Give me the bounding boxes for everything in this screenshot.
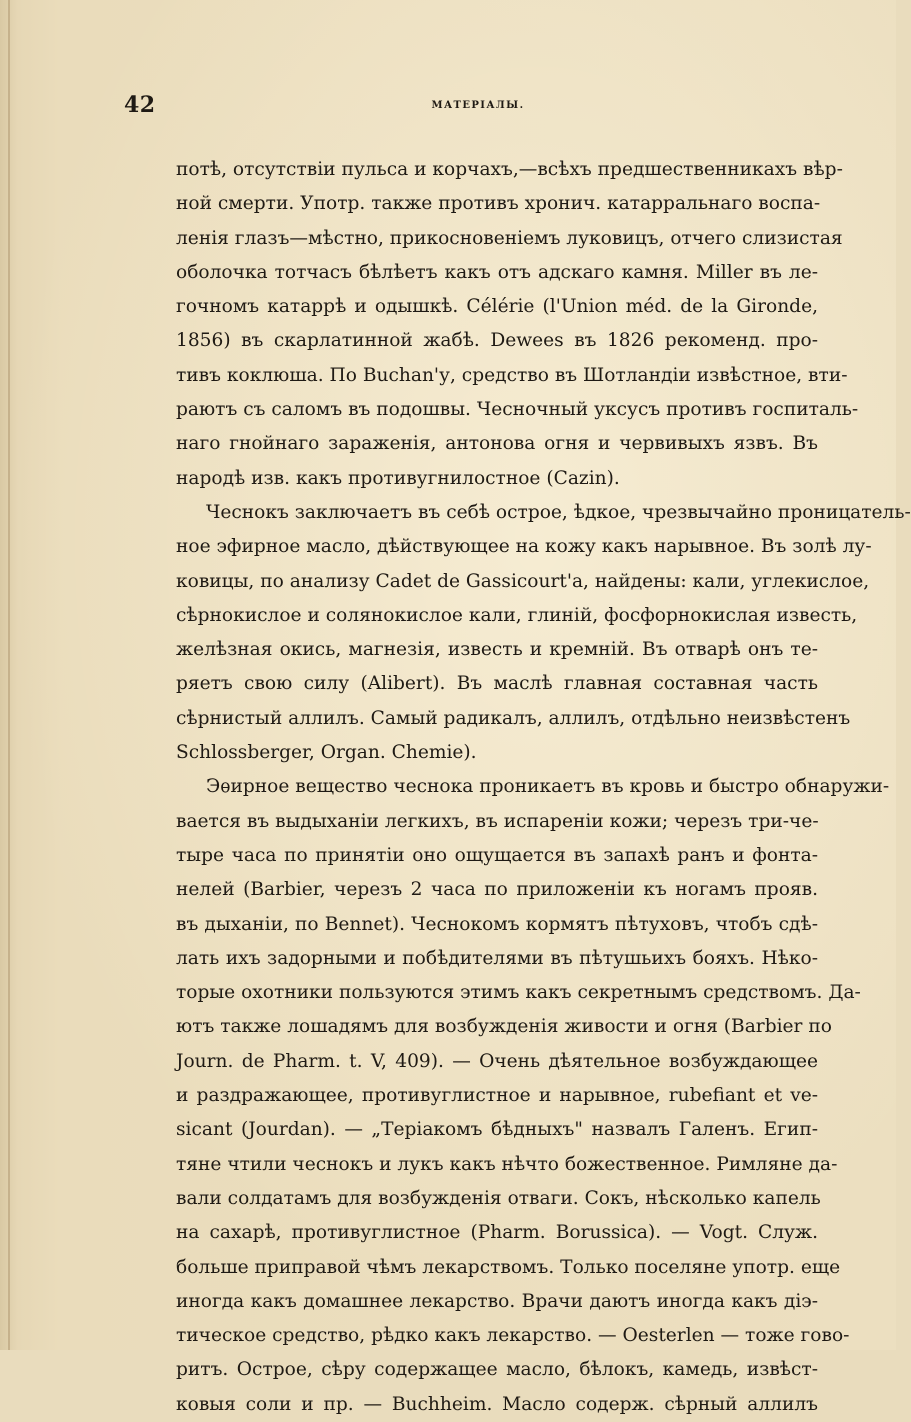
text-line: въ дыханіи, по Bennet). Чеснокомъ кормятъ пѣтуховъ, чтобъ сдѣ- bbox=[176, 913, 818, 935]
text-line: больше приправой чѣмъ лекарствомъ. Только поселяне употр. еще bbox=[176, 1256, 841, 1278]
text-line-paragraph-end: народѣ изв. какъ противугнилостное (Cazin). bbox=[176, 467, 620, 489]
text-line: sicant (Jourdan). — „Теріакомъ бѣдныхъ" назвалъ Галенъ. Егип- bbox=[176, 1119, 818, 1141]
text-line-paragraph-end: Schlossberger, Organ. Chemie). bbox=[176, 742, 477, 764]
text-line-paragraph-start: Эѳирное вещество чеснока проникаетъ въ кровь и быстро обнаружи- bbox=[206, 776, 890, 798]
text-line: торые охотники пользуются этимъ какъ секретнымъ средствомъ. Да- bbox=[176, 982, 861, 1004]
text-line: нелей (Barbier, черезъ 2 часа по приложеніи къ ногамъ прояв. bbox=[176, 879, 818, 901]
text-line: ритъ. Острое, сѣру содержащее масло, бѣлокъ, камедь, извѣст- bbox=[176, 1359, 818, 1381]
text-line: тивъ коклюша. По Buchan'у, средство въ Шотландіи извѣстное, вти- bbox=[176, 364, 848, 386]
text-line: вается въ выдыханіи легкихъ, въ испареніи кожи; черезъ три-че- bbox=[176, 810, 819, 832]
text-line-paragraph-start: Чеснокъ заключаетъ въ себѣ острое, ѣдкое, чрезвычайно проницатель- bbox=[206, 501, 911, 523]
text-line: 1856) въ скарлатинной жабѣ. Dewees въ 1826 рекоменд. про- bbox=[176, 330, 818, 352]
body-text bbox=[176, 153, 911, 1422]
text-line: оболочка тотчасъ бѣлѣетъ какъ отъ адскаго камня. Miller въ ле- bbox=[176, 261, 818, 283]
text-line: ковицы, по анализу Cadet de Gassicourt'а, найдены: кали, углекислое, bbox=[176, 570, 870, 592]
text-line: желѣзная окись, магнезія, известь и кремній. Въ отварѣ онъ те- bbox=[176, 639, 818, 661]
text-line: иногда какъ домашнее лекарство. Врачи даютъ иногда какъ діэ- bbox=[176, 1290, 818, 1312]
text-line: ряетъ свою силу (Alibert). Въ маслѣ главная составная часть bbox=[176, 673, 818, 695]
page-number: 42 bbox=[124, 92, 156, 118]
text-line: гочномъ катаррѣ и одышкѣ. Célérie (l'Union méd. de la Gironde, bbox=[176, 296, 818, 318]
text-line: сѣрнокислое и солянокислое кали, глиній, фосфорнокислая известь, bbox=[176, 604, 858, 626]
text-line: на сахарѣ, противуглистное (Pharm. Borussica). — Vogt. Служ. bbox=[176, 1222, 818, 1244]
text-line: вали солдатамъ для возбужденія отваги. Сокъ, нѣсколько капель bbox=[176, 1187, 821, 1209]
text-line: потѣ, отсутствіи пульса и корчахъ,—всѣхъ предшественникахъ вѣр- bbox=[176, 159, 843, 180]
text-line: тяне чтили чеснокъ и лукъ какъ нѣчто божественное. Римляне да- bbox=[176, 1153, 838, 1175]
text-line: тыре часа по принятіи оно ощущается въ запахѣ ранъ и фонта- bbox=[176, 844, 818, 866]
text-line: наго гнойнаго зараженія, антонова огня и червивыхъ язвъ. Въ bbox=[176, 433, 818, 455]
text-line: ковыя соли и пр. — Buchheim. Масло содерж. сѣрный аллилъ bbox=[176, 1393, 818, 1415]
text-line: лать ихъ задорными и побѣдителями въ пѣтушьихъ бояхъ. Нѣко- bbox=[176, 947, 818, 969]
text-line: ной смерти. Употр. также противъ хронич. катарральнаго воспа- bbox=[176, 193, 821, 215]
text-line: ютъ также лошадямъ для возбужденія живости и огня (Barbier по bbox=[176, 1016, 832, 1038]
text-line: ное эфирное масло, дѣйствующее на кожу какъ нарывное. Въ золѣ лу- bbox=[176, 536, 872, 558]
text-line: Journ. de Pharm. t. V, 409). — Очень дѣятельное возбуждающее bbox=[176, 1050, 818, 1072]
text-line: тическое средство, рѣдко какъ лекарство. — Oesterlen — тоже гово- bbox=[176, 1325, 850, 1347]
text-line: и раздражающее, противуглистное и нарывное, rubefiant et ve- bbox=[176, 1085, 818, 1107]
text-line: раютъ съ саломъ въ подошвы. Чесночный уксусъ противъ госпиталь- bbox=[176, 399, 859, 421]
text-line: ленія глазъ—мѣстно, прикосновеніемъ луковицъ, отчего слизистая bbox=[176, 227, 843, 249]
page-gutter bbox=[8, 0, 10, 1350]
running-title: МАТЕРІАЛЫ. bbox=[431, 100, 525, 111]
text-line: сѣрнистый аллилъ. Самый радикалъ, аллилъ, отдѣльно неизвѣстенъ bbox=[176, 707, 851, 729]
